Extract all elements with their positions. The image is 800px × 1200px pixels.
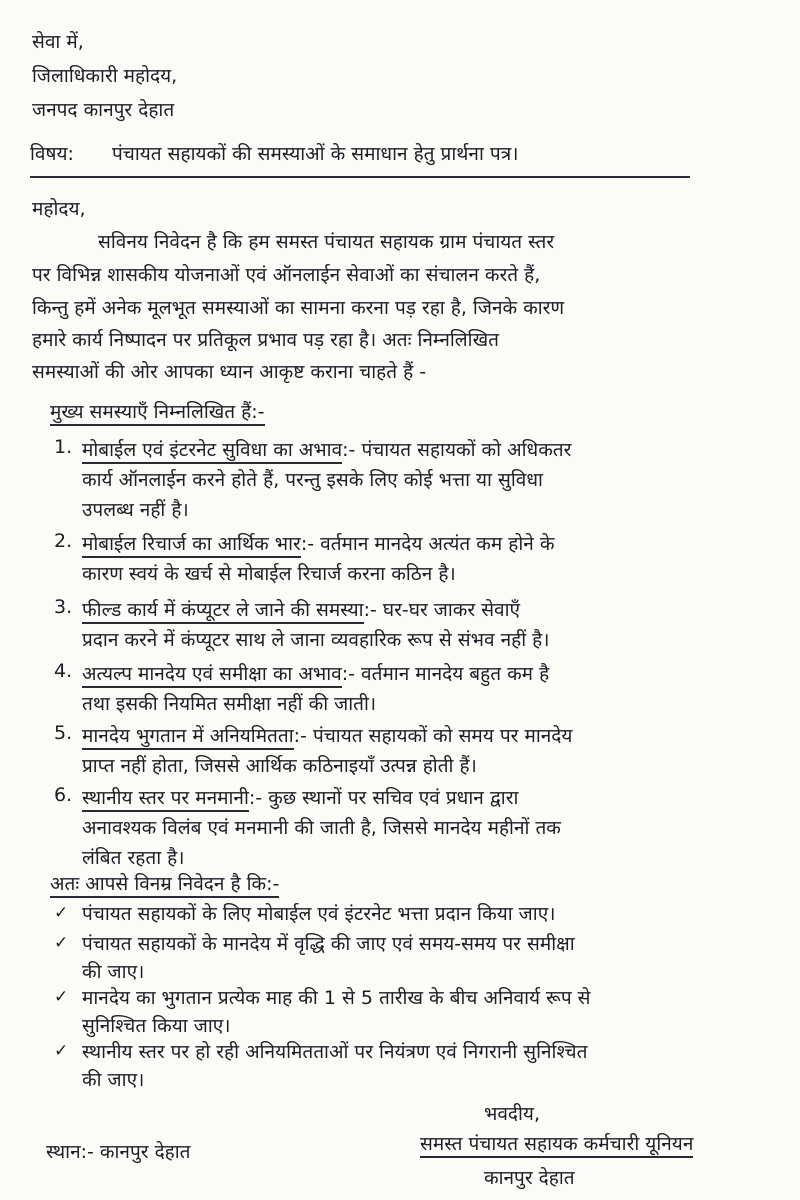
- address-line-3: जनपद कानपुर देहात: [32, 99, 175, 121]
- problem-number: 5.: [54, 722, 73, 744]
- place-line: स्थान:- कानपुर देहात: [46, 1141, 191, 1163]
- problem-text: :- पंचायत सहायकों को अधिकतर: [342, 439, 572, 461]
- problem-text: :- वर्तमान मानदेय अत्यंत कम होने के: [300, 533, 555, 555]
- problem-text: अनावश्यक विलंब एवं मनमानी की जाती है, जिससे मानदेय महीनों तक: [82, 817, 561, 839]
- problem-title: मोबाईल रिचार्ज का आर्थिक भार: [82, 533, 301, 558]
- problem-title: स्थानीय स्तर पर मनमानी: [82, 787, 249, 812]
- request-text: स्थानीय स्तर पर हो रही अनियमितताओं पर नियंत्रण एवं निगरानी सुनिश्चित: [82, 1041, 588, 1063]
- request-text: की जाए।: [82, 961, 145, 983]
- check-icon: ✓: [54, 903, 69, 923]
- problem-text: :- घर-घर जाकर सेवाएँ: [363, 599, 521, 621]
- problem-text: :- पंचायत सहायकों को समय पर मानदेय: [293, 725, 573, 747]
- intro-line: पर विभिन्न शासकीय योजनाओं एवं ऑनलाईन सेवाओं का संचालन करते हैं,: [32, 264, 541, 286]
- subject-label: विषय:: [30, 143, 74, 165]
- problem-title: मानदेय भुगतान में अनियमितता: [82, 725, 294, 750]
- problem-number: 1.: [54, 436, 73, 458]
- intro-line: किन्तु हमें अनेक मूलभूत समस्याओं का सामना करना पड़ रहा है, जिनके कारण: [32, 297, 565, 319]
- problem-text: कार्य ऑनलाईन करने होते हैं, परन्तु इसके लिए कोई भत्ता या सुविधा: [82, 469, 543, 491]
- problem-number: 6.: [54, 784, 73, 806]
- closing-org: समस्त पंचायत सहायक कर्मचारी यूनियन: [420, 1133, 693, 1158]
- problem-number: 3.: [54, 596, 73, 618]
- problem-text: कारण स्वयं के खर्च से मोबाईल रिचार्ज करना कठिन है।: [82, 563, 456, 585]
- check-icon: ✓: [54, 987, 69, 1007]
- problem-title: अत्यल्प मानदेय एवं समीक्षा का अभाव: [82, 663, 342, 688]
- closing-place: कानपुर देहात: [484, 1167, 575, 1189]
- intro-line: हमारे कार्य निष्पादन पर प्रतिकूल प्रभाव पड़ रहा है। अतः निम्नलिखित: [32, 329, 499, 351]
- subject-line: [30, 140, 690, 178]
- request-text: मानदेय का भुगतान प्रत्येक माह की 1 से 5 तारीख के बीच अनिवार्य रूप से: [82, 987, 591, 1009]
- requests-heading: अतः आपसे विनम्र निवेदन है कि:-: [50, 873, 279, 898]
- request-text: पंचायत सहायकों के लिए मोबाईल एवं इंटरनेट भत्ता प्रदान किया जाए।: [82, 903, 556, 925]
- request-text: पंचायत सहायकों के मानदेय में वृद्धि की जाए एवं समय-समय पर समीक्षा: [82, 933, 575, 955]
- request-text: सुनिश्चित किया जाए।: [82, 1015, 231, 1037]
- problems-heading: मुख्य समस्याएँ निम्नलिखित हैं:-: [50, 401, 265, 426]
- intro-line: समस्याओं की ओर आपका ध्यान आकृष्ट कराना चाहते हैं -: [32, 361, 427, 383]
- address-line-1: सेवा में,: [32, 31, 84, 53]
- problem-text: प्राप्त नहीं होता, जिससे आर्थिक कठिनाइयाँ उत्पन्न होती हैं।: [82, 755, 477, 777]
- problem-text: उपलब्ध नहीं है।: [82, 499, 189, 521]
- problem-text: लंबित रहता है।: [82, 847, 185, 869]
- intro-line: सविनय निवेदन है कि हम समस्त पंचायत सहायक ग्राम पंचायत स्तर: [98, 231, 555, 253]
- salutation: महोदय,: [32, 198, 86, 220]
- closing-yours: भवदीय,: [484, 1103, 540, 1125]
- problem-text: :- वर्तमान मानदेय बहुत कम है: [341, 663, 550, 685]
- subject-text: पंचायत सहायकों की समस्याओं के समाधान हेतु प्रार्थना पत्र।: [112, 143, 519, 165]
- problem-number: 4.: [54, 660, 73, 682]
- check-icon: ✓: [54, 933, 69, 953]
- problem-number: 2.: [54, 530, 73, 552]
- request-text: की जाए।: [82, 1069, 145, 1091]
- problem-title: मोबाईल एवं इंटरनेट सुविधा का अभाव: [82, 439, 342, 464]
- problem-text: प्रदान करने में कंप्यूटर साथ ले जाना व्यवहारिक रूप से संभव नहीं है।: [82, 629, 550, 651]
- check-icon: ✓: [54, 1041, 69, 1061]
- problem-text: तथा इसकी नियमित समीक्षा नहीं की जाती।: [82, 693, 377, 715]
- problem-text: :- कुछ स्थानों पर सचिव एवं प्रधान द्वारा: [248, 787, 519, 809]
- problem-title: फील्ड कार्य में कंप्यूटर ले जाने की समस्या: [82, 599, 364, 624]
- address-line-2: जिलाधिकारी महोदय,: [32, 65, 178, 87]
